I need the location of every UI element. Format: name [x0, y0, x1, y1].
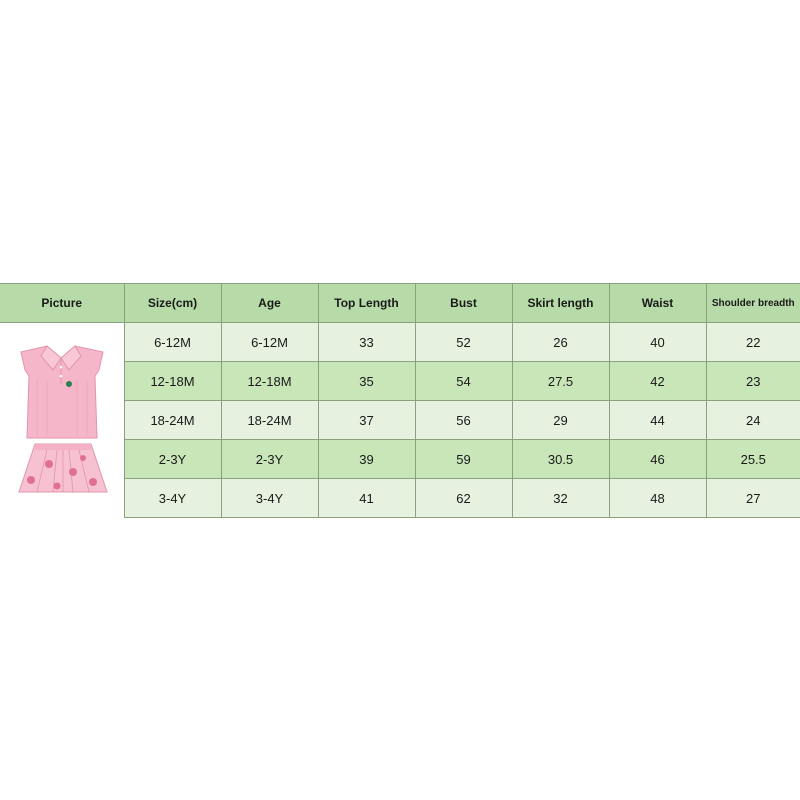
product-picture-cell [0, 323, 124, 518]
cell-age: 6-12M [221, 323, 318, 362]
cell-size: 3-4Y [124, 479, 221, 518]
header-bust: Bust [415, 284, 512, 323]
cell-size: 12-18M [124, 362, 221, 401]
cell-age: 2-3Y [221, 440, 318, 479]
cell-top-length: 37 [318, 401, 415, 440]
cell-skirt-length: 26 [512, 323, 609, 362]
cell-waist: 42 [609, 362, 706, 401]
cell-age: 3-4Y [221, 479, 318, 518]
cell-waist: 46 [609, 440, 706, 479]
header-size: Size(cm) [124, 284, 221, 323]
cell-top-length: 39 [318, 440, 415, 479]
header-skirt-length: Skirt length [512, 284, 609, 323]
header-age: Age [221, 284, 318, 323]
cell-shoulder-breadth: 27 [706, 479, 800, 518]
header-shoulder-breadth: Shoulder breadth [706, 284, 800, 323]
cell-waist: 48 [609, 479, 706, 518]
size-chart-table [0, 283, 800, 518]
cell-bust: 59 [415, 440, 512, 479]
cell-size: 6-12M [124, 323, 221, 362]
cell-top-length: 35 [318, 362, 415, 401]
header-row [0, 284, 800, 323]
cell-age: 18-24M [221, 401, 318, 440]
cell-waist: 40 [609, 323, 706, 362]
header-picture: Picture [0, 284, 124, 323]
product-image [7, 340, 117, 500]
cell-size: 18-24M [124, 401, 221, 440]
cell-skirt-length: 32 [512, 479, 609, 518]
cell-shoulder-breadth: 22 [706, 323, 800, 362]
cell-bust: 56 [415, 401, 512, 440]
cell-shoulder-breadth: 25.5 [706, 440, 800, 479]
cell-skirt-length: 27.5 [512, 362, 609, 401]
cell-skirt-length: 30.5 [512, 440, 609, 479]
cell-size: 2-3Y [124, 440, 221, 479]
cell-age: 12-18M [221, 362, 318, 401]
table-row [0, 323, 800, 362]
cell-top-length: 33 [318, 323, 415, 362]
header-top-length: Top Length [318, 284, 415, 323]
cell-shoulder-breadth: 24 [706, 401, 800, 440]
cell-top-length: 41 [318, 479, 415, 518]
header-waist: Waist [609, 284, 706, 323]
cell-shoulder-breadth: 23 [706, 362, 800, 401]
cell-bust: 52 [415, 323, 512, 362]
cell-waist: 44 [609, 401, 706, 440]
cell-bust: 54 [415, 362, 512, 401]
cell-skirt-length: 29 [512, 401, 609, 440]
cell-bust: 62 [415, 479, 512, 518]
